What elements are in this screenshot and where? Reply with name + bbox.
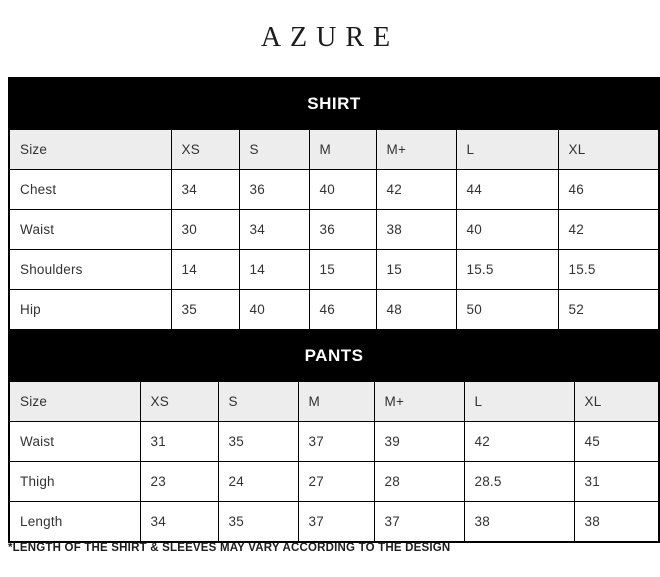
measurement-cell: 23	[140, 462, 218, 502]
row-label: Length	[9, 502, 140, 543]
pants-size-header-row	[9, 382, 659, 422]
measurement-cell: 40	[239, 290, 309, 331]
row-label: Shoulders	[9, 250, 171, 290]
size-col-header: XS	[171, 130, 239, 170]
measurement-cell: 34	[171, 170, 239, 210]
measurement-cell: 52	[558, 290, 659, 331]
measurement-cell: 46	[309, 290, 376, 331]
measurement-cell: 15.5	[558, 250, 659, 290]
pants-header-band	[9, 331, 659, 382]
brand-title: AZURE	[260, 22, 400, 53]
measurement-cell: 40	[309, 170, 376, 210]
measurement-cell: 38	[574, 502, 659, 543]
measurement-cell: 36	[239, 170, 309, 210]
measurement-cell: 36	[309, 210, 376, 250]
size-col-header: XL	[574, 382, 659, 422]
pants-size-table	[8, 331, 660, 543]
size-col-header: M	[309, 130, 376, 170]
pants-waist-row	[9, 422, 659, 462]
measurement-cell: 37	[374, 502, 464, 543]
pants-thigh-row	[9, 462, 659, 502]
row-label: Hip	[9, 290, 171, 331]
size-header-label: Size	[9, 130, 171, 170]
measurement-cell: 31	[574, 462, 659, 502]
measurement-cell: 45	[574, 422, 659, 462]
measurement-cell: 30	[171, 210, 239, 250]
measurement-cell: 28	[374, 462, 464, 502]
size-col-header: M+	[376, 130, 456, 170]
row-label: Waist	[9, 422, 140, 462]
measurement-cell: 50	[456, 290, 558, 331]
size-col-header: M+	[374, 382, 464, 422]
row-label: Thigh	[9, 462, 140, 502]
measurement-cell: 44	[456, 170, 558, 210]
shirt-table-title: SHIRT	[9, 78, 659, 130]
row-label: Waist	[9, 210, 171, 250]
size-col-header: S	[218, 382, 298, 422]
shirt-size-header-row	[9, 130, 659, 170]
shirt-shoulders-row	[9, 250, 659, 290]
length-disclaimer-note: *LENGTH OF THE SHIRT & SLEEVES MAY VARY ACCORDING TO THE DESIGN	[8, 542, 451, 554]
pants-table-title: PANTS	[9, 331, 659, 382]
shirt-size-table	[8, 77, 660, 331]
measurement-cell: 42	[376, 170, 456, 210]
size-col-header: XS	[140, 382, 218, 422]
measurement-cell: 31	[140, 422, 218, 462]
size-header-label: Size	[9, 382, 140, 422]
measurement-cell: 37	[298, 422, 374, 462]
shirt-header-band	[9, 78, 659, 130]
measurement-cell: 39	[374, 422, 464, 462]
measurement-cell: 15	[376, 250, 456, 290]
measurement-cell: 35	[218, 422, 298, 462]
measurement-cell: 42	[464, 422, 574, 462]
measurement-cell: 28.5	[464, 462, 574, 502]
measurement-cell: 14	[171, 250, 239, 290]
measurement-cell: 15	[309, 250, 376, 290]
measurement-cell: 34	[239, 210, 309, 250]
size-col-header: XL	[558, 130, 659, 170]
measurement-cell: 34	[140, 502, 218, 543]
measurement-cell: 38	[464, 502, 574, 543]
size-tables	[8, 77, 658, 543]
size-col-header: L	[464, 382, 574, 422]
size-col-header: S	[239, 130, 309, 170]
measurement-cell: 35	[171, 290, 239, 331]
measurement-cell: 27	[298, 462, 374, 502]
shirt-chest-row	[9, 170, 659, 210]
measurement-cell: 14	[239, 250, 309, 290]
measurement-cell: 38	[376, 210, 456, 250]
shirt-waist-row	[9, 210, 659, 250]
shirt-hip-row	[9, 290, 659, 331]
measurement-cell: 15.5	[456, 250, 558, 290]
measurement-cell: 37	[298, 502, 374, 543]
measurement-cell: 42	[558, 210, 659, 250]
measurement-cell: 35	[218, 502, 298, 543]
measurement-cell: 48	[376, 290, 456, 331]
size-col-header: L	[456, 130, 558, 170]
measurement-cell: 46	[558, 170, 659, 210]
pants-length-row	[9, 502, 659, 543]
measurement-cell: 40	[456, 210, 558, 250]
measurement-cell: 24	[218, 462, 298, 502]
size-col-header: M	[298, 382, 374, 422]
row-label: Chest	[9, 170, 171, 210]
